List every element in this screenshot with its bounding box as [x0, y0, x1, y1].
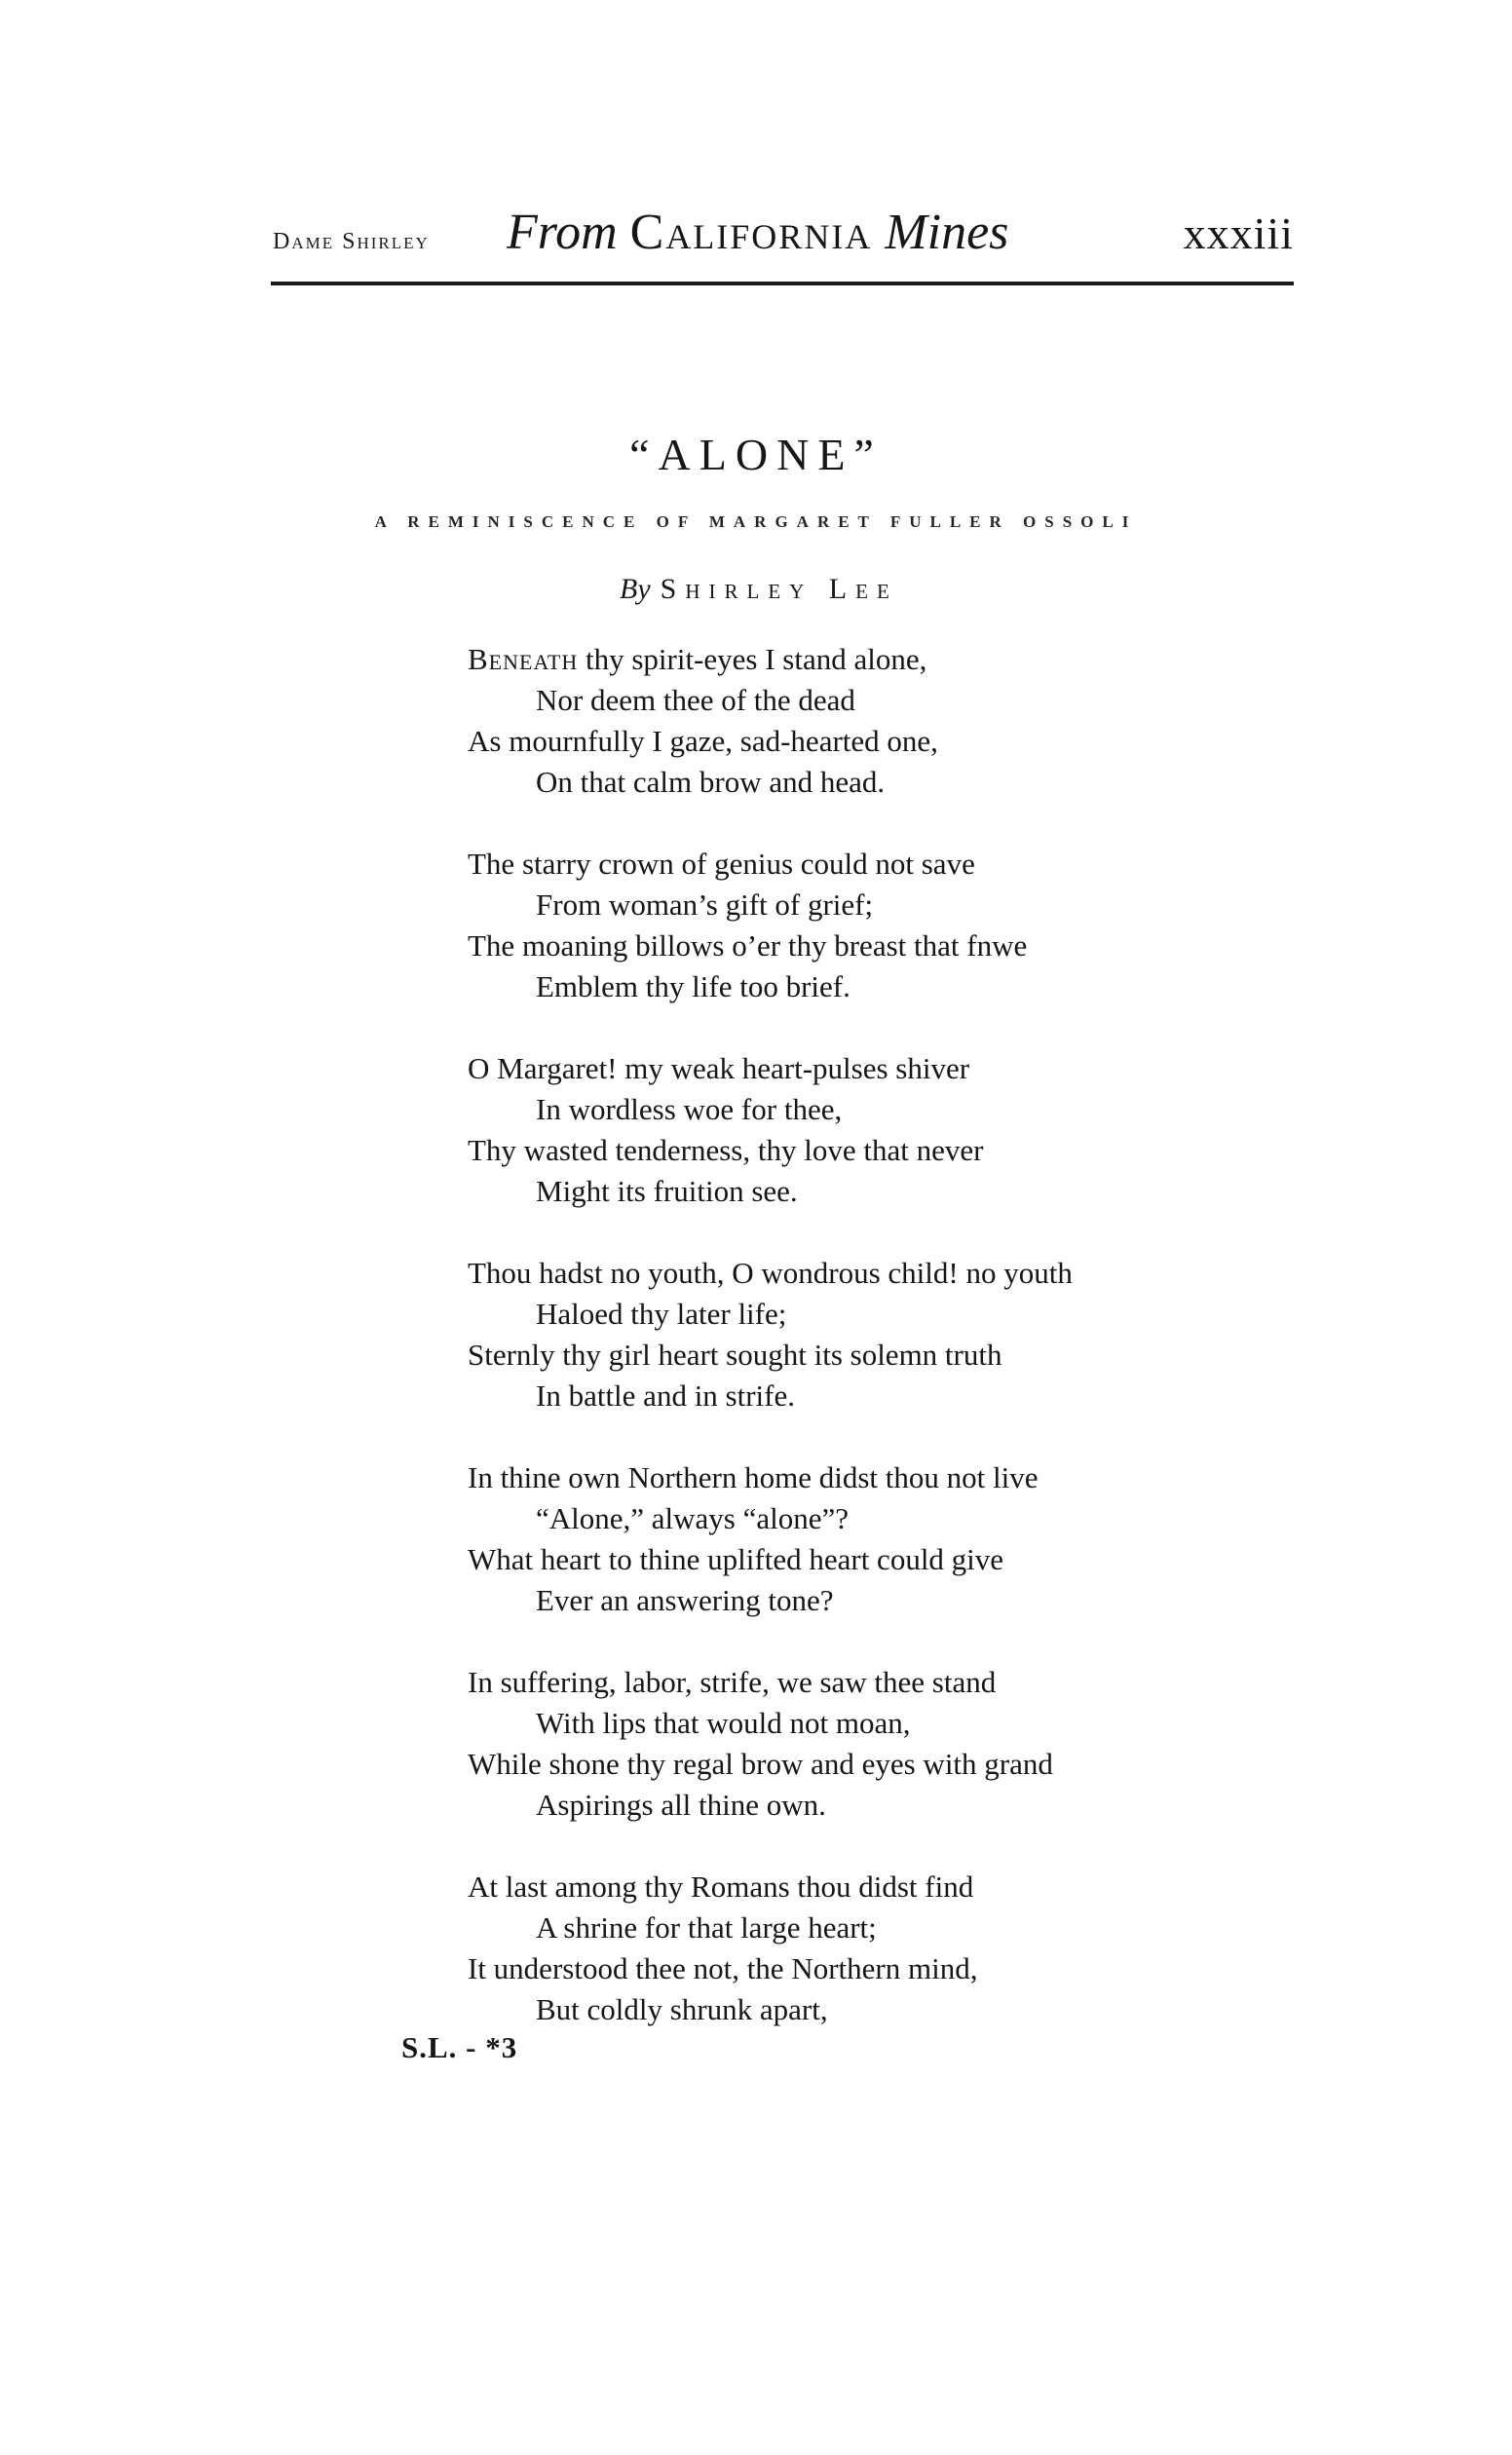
- poem-line: Might its fruition see.: [536, 1174, 798, 1208]
- poem-line: From woman’s gift of grief;: [536, 888, 874, 922]
- byline: [620, 573, 898, 606]
- poem-line: “Alone,” always “alone”?: [536, 1501, 850, 1535]
- stanza-3: [468, 1048, 1325, 1212]
- running-header-author: Dame Shirley: [273, 229, 430, 254]
- poem-line: [468, 639, 1325, 680]
- poem-title: “ALONE”: [629, 430, 883, 479]
- poem-line: As mournfully I gaze, sad-hearted one,: [468, 724, 938, 758]
- poem-line: In battle and in strife.: [536, 1379, 795, 1413]
- stanza-4: [468, 1253, 1325, 1416]
- byline-author: Shirley Lee: [660, 573, 898, 605]
- poem-line: At last among thy Romans thou didst find: [468, 1870, 974, 1904]
- poem-line: Sternly thy girl heart sought its solemn truth: [468, 1338, 1002, 1372]
- running-title-mines: Mines: [885, 205, 1009, 260]
- poem-line: Haloed thy later life;: [536, 1297, 787, 1331]
- poem-line: Emblem thy life too brief.: [536, 969, 850, 1003]
- poem-line: Nor deem thee of the dead: [536, 683, 855, 717]
- stanza-6: [468, 1662, 1325, 1826]
- header-rule: [271, 282, 1294, 285]
- page-number: xxxiii: [1183, 208, 1294, 258]
- poem-line: The moaning billows o’er thy breast that fnwe: [468, 928, 1028, 963]
- poem-line: O Margaret! my weak heart-pulses shiver: [468, 1051, 970, 1085]
- poem-line: Thy wasted tenderness, thy love that never: [468, 1133, 984, 1167]
- poem-line: A shrine for that large heart;: [536, 1910, 877, 1945]
- poem-line: In suffering, labor, strife, we saw thee stand: [468, 1665, 997, 1699]
- poem-line: Ever an answering tone?: [536, 1583, 834, 1617]
- poem-line: With lips that would not moan,: [536, 1706, 911, 1740]
- running-title-from: From: [507, 205, 618, 260]
- running-header: [273, 195, 1294, 265]
- poem-line: What heart to thine uplifted heart could give: [468, 1542, 1004, 1576]
- poem-line: The starry crown of genius could not save: [468, 847, 975, 881]
- poem-line: In wordless woe for thee,: [536, 1092, 843, 1126]
- poem-line: But coldly shrunk apart,: [536, 1992, 828, 2026]
- poem-body: [468, 639, 1325, 2071]
- poem-line: Thou hadst no youth, O wondrous child! no youth: [468, 1256, 1073, 1290]
- poem-line: It understood thee not, the Northern mind,: [468, 1951, 978, 1985]
- running-header-title: [507, 204, 1008, 261]
- poem-line-text: thy spirit-eyes I stand alone,: [578, 642, 927, 676]
- poem-line: Aspirings all thine own.: [536, 1788, 826, 1822]
- stanza-7: [468, 1867, 1325, 2030]
- stanza-2: [468, 844, 1325, 1007]
- running-title-california: California: [629, 205, 873, 260]
- poem-subtitle: A REMINISCENCE OF MARGARET FULLER OSSOLI: [374, 512, 1138, 531]
- byline-by: By: [620, 573, 651, 605]
- stanza-5: [468, 1457, 1325, 1621]
- poem-line: On that calm brow and head.: [536, 765, 886, 799]
- poem-first-word: Beneath: [468, 642, 579, 676]
- poem-line: While shone thy regal brow and eyes with grand: [468, 1747, 1053, 1781]
- poem-line: In thine own Northern home didst thou not live: [468, 1460, 1039, 1494]
- signature-mark: S.L. - *3: [401, 2030, 518, 2064]
- stanza-1: [468, 639, 1325, 803]
